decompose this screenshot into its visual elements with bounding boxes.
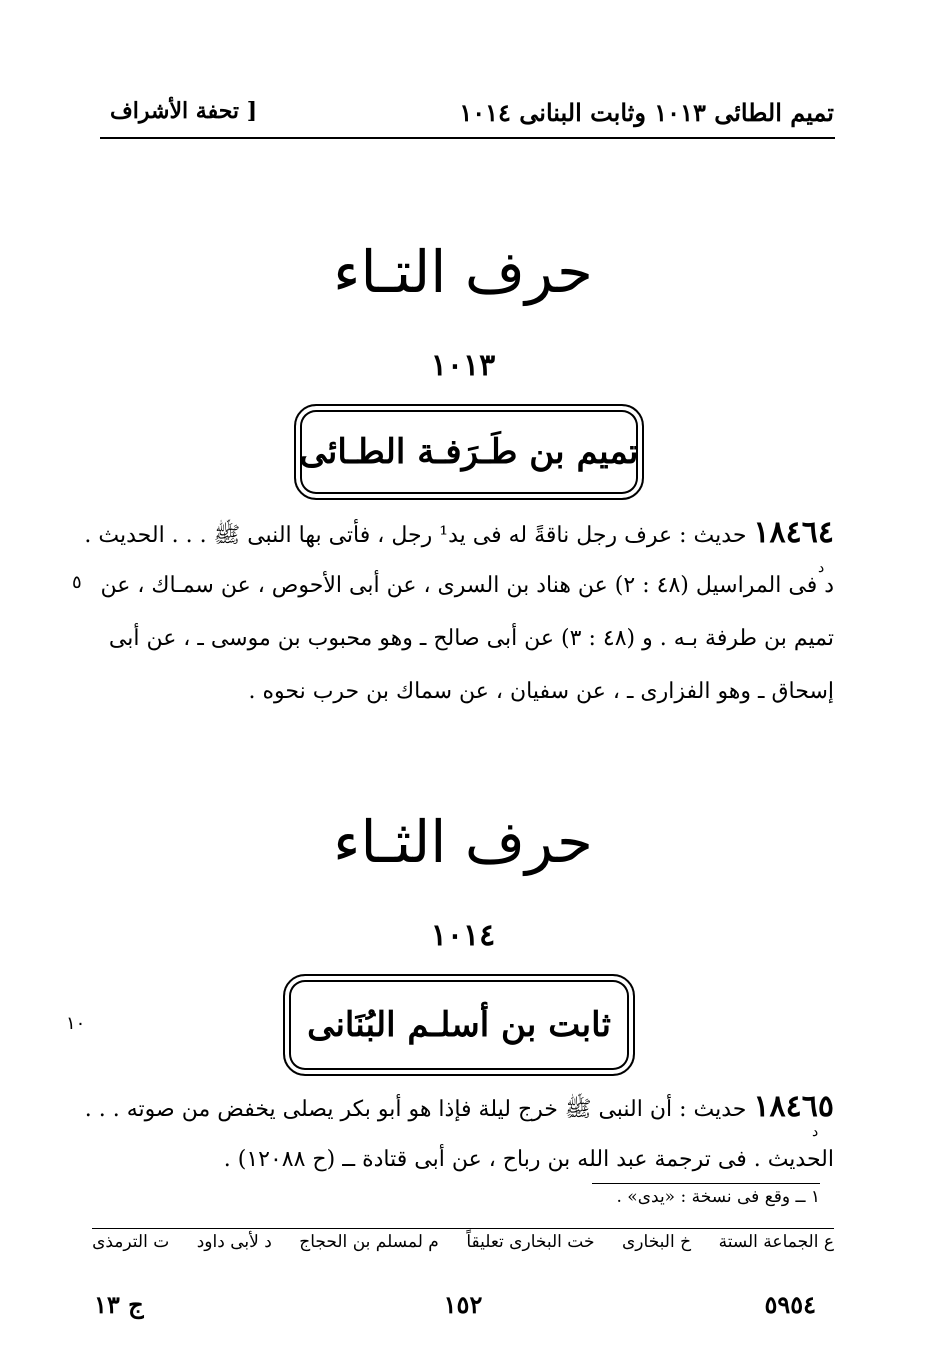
footnote: ١ ــ وقع فى نسخة : «يدى» . [616,1187,820,1207]
legend-item: م لمسلم بن الحجاج [299,1232,439,1252]
hadith-text: حديث : أن النبى ﷺ خرج ليلة فإذا هو أبو بكر يصلى يخفض من صوته . . . [84,1097,747,1122]
narrator-frame [283,974,635,1076]
legend-rule [92,1228,834,1229]
hadith-line [84,506,834,559]
hadith-line: إسحاق ـ وهو الفزارى ـ ، عن سفيان ، عن سماك بن حرب نحوه . [248,679,834,704]
hadith-line: الحديث . فى ترجمة عبد الله بن رباح ، عن أبى قتادة ــ (ح ١٢٠٨٨) . [223,1147,834,1172]
hadith-count: ٥٩٥٤ [764,1290,816,1319]
volume-number: ج ١٣ [94,1290,144,1319]
running-title: تميم الطائى ١٠١٣ وثابت البنانى ١٠١٤ [459,98,834,127]
hadith-entry [84,506,834,718]
narrator-frame [294,404,644,500]
legend-item: خت البخارى تعليقاً [466,1232,595,1252]
section-title-taa: حرف التـاء [333,238,593,306]
legend-item: د لأبى داود [196,1232,272,1252]
entry-number: ١٠١٤ [430,918,496,953]
hadith-number: ١٨٤٦٥ [753,1089,834,1124]
legend-item: ع الجماعة الستة [718,1232,834,1252]
book-title: [ تحفة الأشراف [110,98,258,124]
siglum-legend [92,1232,834,1252]
narrator-name: تميم بن طَـرَفـة الطـائى [299,432,639,472]
narrator-name: ثابت بن أسلـم البُنَانى [307,1005,611,1045]
legend-item: خ البخارى [622,1232,692,1252]
entry-number: ١٠١٣ [430,348,496,383]
hadith-text: حديث : عرف رجل ناقةً له فى يد¹ رجل ، فأتى بها النبى ﷺ . . . الحديث . [84,523,747,548]
margin-letter: د [818,560,825,576]
hadith-line: د فى المراسيل (٤٨ : ٢) عن هناد بن السرى ، عن أبى الأحوص ، عن سمـاك ، عن [100,573,834,598]
margin-letter: د [812,1124,819,1140]
hadith-line: تميم بن طرفة بـه . و (٤٨ : ٣) عن أبى صالح ـ وهو محبوب بن موسى ـ ، عن أبى [108,626,834,651]
section-title-thaa: حرف الثـاء [333,808,593,876]
header-rule [100,137,835,139]
page-number: ١٥٢ [443,1290,483,1319]
hadith-line [84,1080,834,1133]
hadith-entry [84,1080,834,1186]
margin-line-number: ٥ [72,572,82,593]
legend-item: ت الترمذى [92,1232,170,1252]
footnote-rule [592,1183,820,1184]
margin-line-number: ١٠ [66,1013,86,1034]
hadith-number: ١٨٤٦٤ [753,515,834,550]
